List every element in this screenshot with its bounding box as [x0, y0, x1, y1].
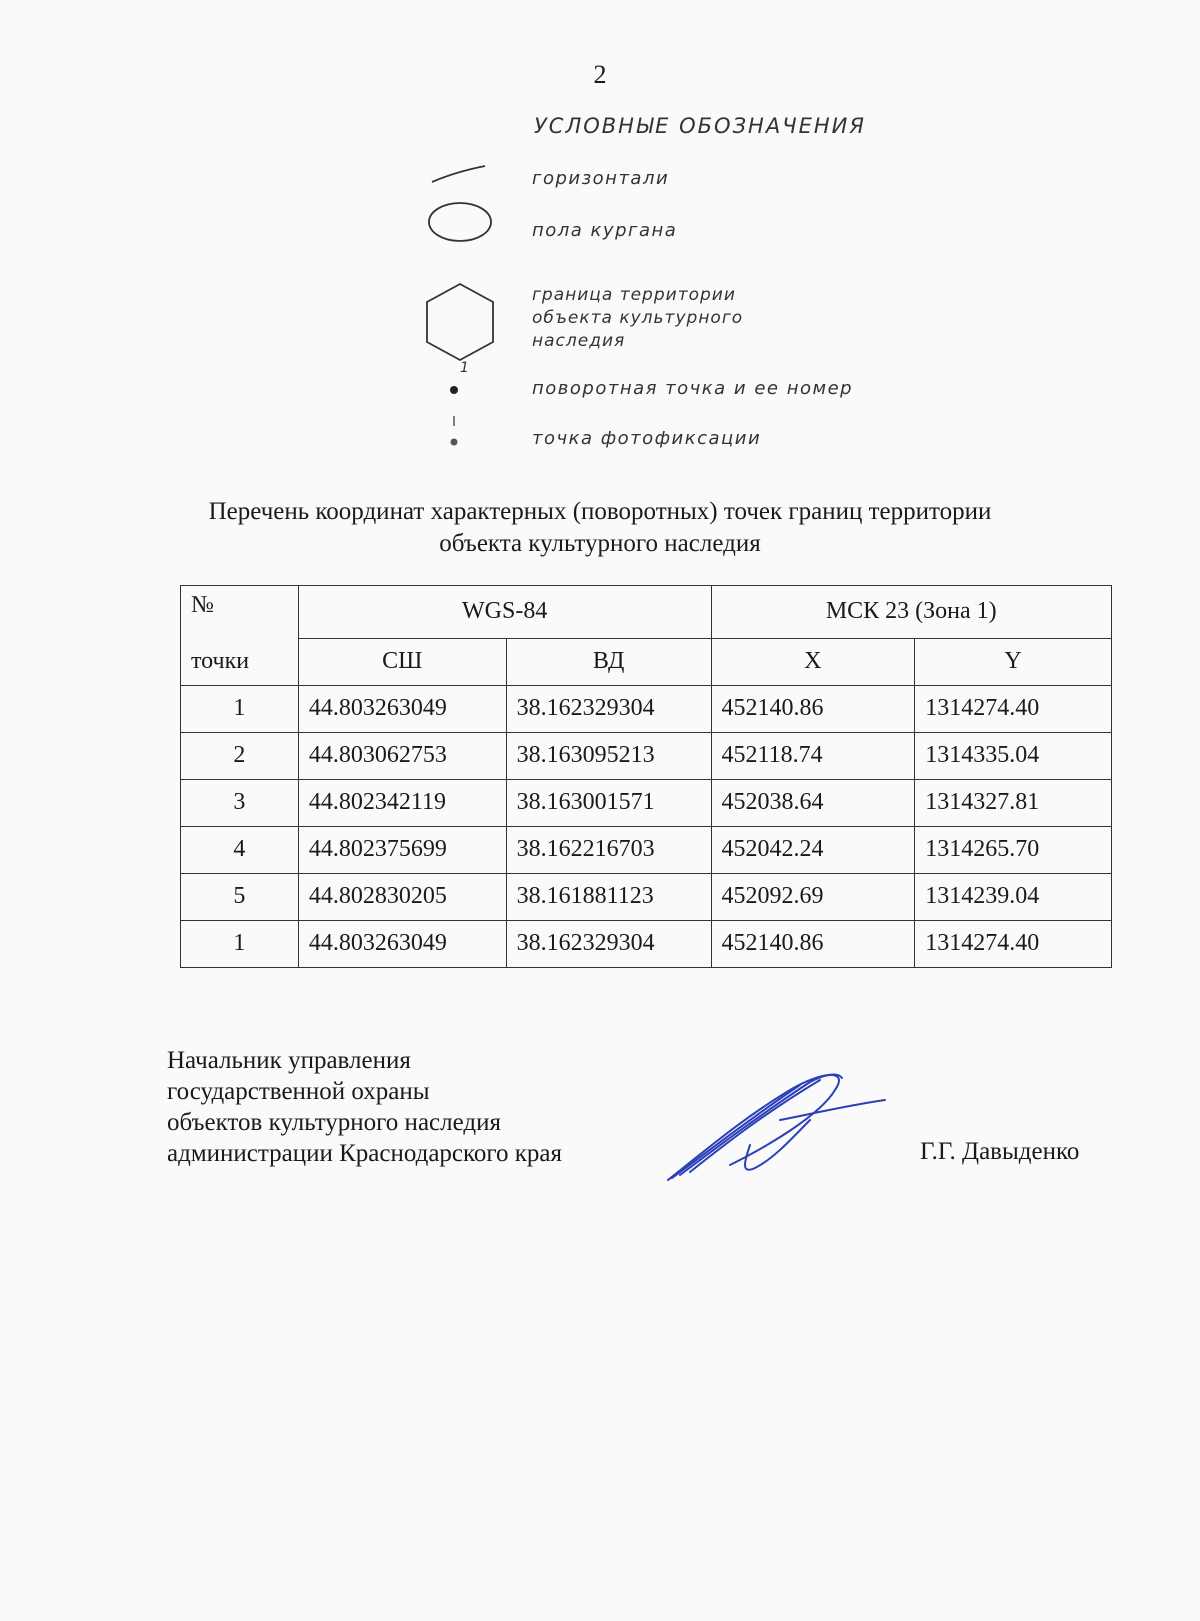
signatory-name: Г.Г. Давыденко — [920, 1138, 1080, 1165]
cell-y: 1314274.40 — [915, 685, 1112, 732]
legend-label-photo-point: точка фотофиксации — [532, 428, 762, 449]
table-row — [181, 732, 1112, 779]
header-num-top: № — [181, 586, 299, 639]
cell-latitude: 44.803062753 — [298, 732, 506, 779]
contour-line-icon — [430, 160, 490, 190]
signatory-position-line: объектов культурного наследия — [167, 1109, 501, 1136]
cell-latitude: 44.802830205 — [298, 873, 506, 920]
cell-y: 1314265.70 — [915, 826, 1112, 873]
cell-latitude: 44.802375699 — [298, 826, 506, 873]
header-y: Y — [915, 638, 1112, 685]
cell-x: 452140.86 — [711, 920, 915, 967]
legend-label-boundary — [532, 284, 743, 353]
coordinates-list-title — [0, 496, 1200, 560]
legend-label-contours: горизонтали — [532, 168, 670, 189]
cell-longitude: 38.163001571 — [506, 779, 711, 826]
cell-longitude: 38.162216703 — [506, 826, 711, 873]
cell-point-number: 2 — [181, 732, 299, 779]
coordinates-table — [180, 585, 1112, 968]
signatory-position-line: администрации Краснодарского края — [167, 1140, 563, 1167]
cell-latitude: 44.803263049 — [298, 920, 506, 967]
cell-longitude: 38.161881123 — [506, 873, 711, 920]
table-row — [181, 826, 1112, 873]
header-lon: ВД — [506, 638, 711, 685]
legend-label-boundary-line: граница территории — [532, 285, 736, 305]
cell-y: 1314274.40 — [915, 920, 1112, 967]
header-x: X — [711, 638, 915, 685]
table-header-row — [181, 586, 1112, 639]
cell-longitude: 38.162329304 — [506, 920, 711, 967]
cell-latitude: 44.803263049 — [298, 685, 506, 732]
table-row — [181, 920, 1112, 967]
header-wgs84: WGS-84 — [298, 586, 711, 639]
cell-y: 1314239.04 — [915, 873, 1112, 920]
table-row — [181, 685, 1112, 732]
mound-ellipse-icon — [425, 198, 495, 248]
cell-longitude: 38.163095213 — [506, 732, 711, 779]
cell-point-number: 5 — [181, 873, 299, 920]
table-row — [181, 779, 1112, 826]
cell-x: 452118.74 — [711, 732, 915, 779]
cell-x: 452140.86 — [711, 685, 915, 732]
cell-x: 452042.24 — [711, 826, 915, 873]
cell-y: 1314335.04 — [915, 732, 1112, 779]
handwritten-signature — [660, 1060, 910, 1190]
signatory-position-line: государственной охраны — [167, 1078, 430, 1105]
header-msk23: МСК 23 (Зона 1) — [711, 586, 1112, 639]
legend-label-boundary-line: наследия — [532, 331, 626, 351]
cell-point-number: 1 — [181, 920, 299, 967]
legend-title: УСЛОВНЫЕ ОБОЗНАЧЕНИЯ — [534, 114, 866, 138]
cell-point-number: 1 — [181, 685, 299, 732]
header-lat: СШ — [298, 638, 506, 685]
cell-x: 452038.64 — [711, 779, 915, 826]
turning-point-icon — [448, 360, 478, 400]
legend-label-turning-point: поворотная точка и ее номер — [532, 378, 854, 399]
list-title-line: Перечень координат характерных (поворотных) точек границ территории — [208, 498, 992, 525]
page-number: 2 — [593, 60, 607, 89]
signatory-position-line: Начальник управления — [167, 1047, 411, 1074]
cell-longitude: 38.162329304 — [506, 685, 711, 732]
list-title-line: объекта культурного наследия — [439, 530, 761, 557]
hexagon-boundary-icon — [422, 280, 498, 364]
photo-point-icon — [448, 412, 468, 452]
turning-point-marker: 1 — [460, 360, 469, 376]
table-row — [181, 873, 1112, 920]
header-num-bottom: точки — [181, 638, 299, 685]
signatory-position — [167, 1045, 562, 1169]
cell-point-number: 3 — [181, 779, 299, 826]
legend-label-boundary-line: объекта культурного — [532, 308, 744, 328]
legend-label-mound: пола кургана — [532, 220, 678, 241]
table-header-row — [181, 638, 1112, 685]
cell-x: 452092.69 — [711, 873, 915, 920]
cell-latitude: 44.802342119 — [298, 779, 506, 826]
cell-y: 1314327.81 — [915, 779, 1112, 826]
cell-point-number: 4 — [181, 826, 299, 873]
